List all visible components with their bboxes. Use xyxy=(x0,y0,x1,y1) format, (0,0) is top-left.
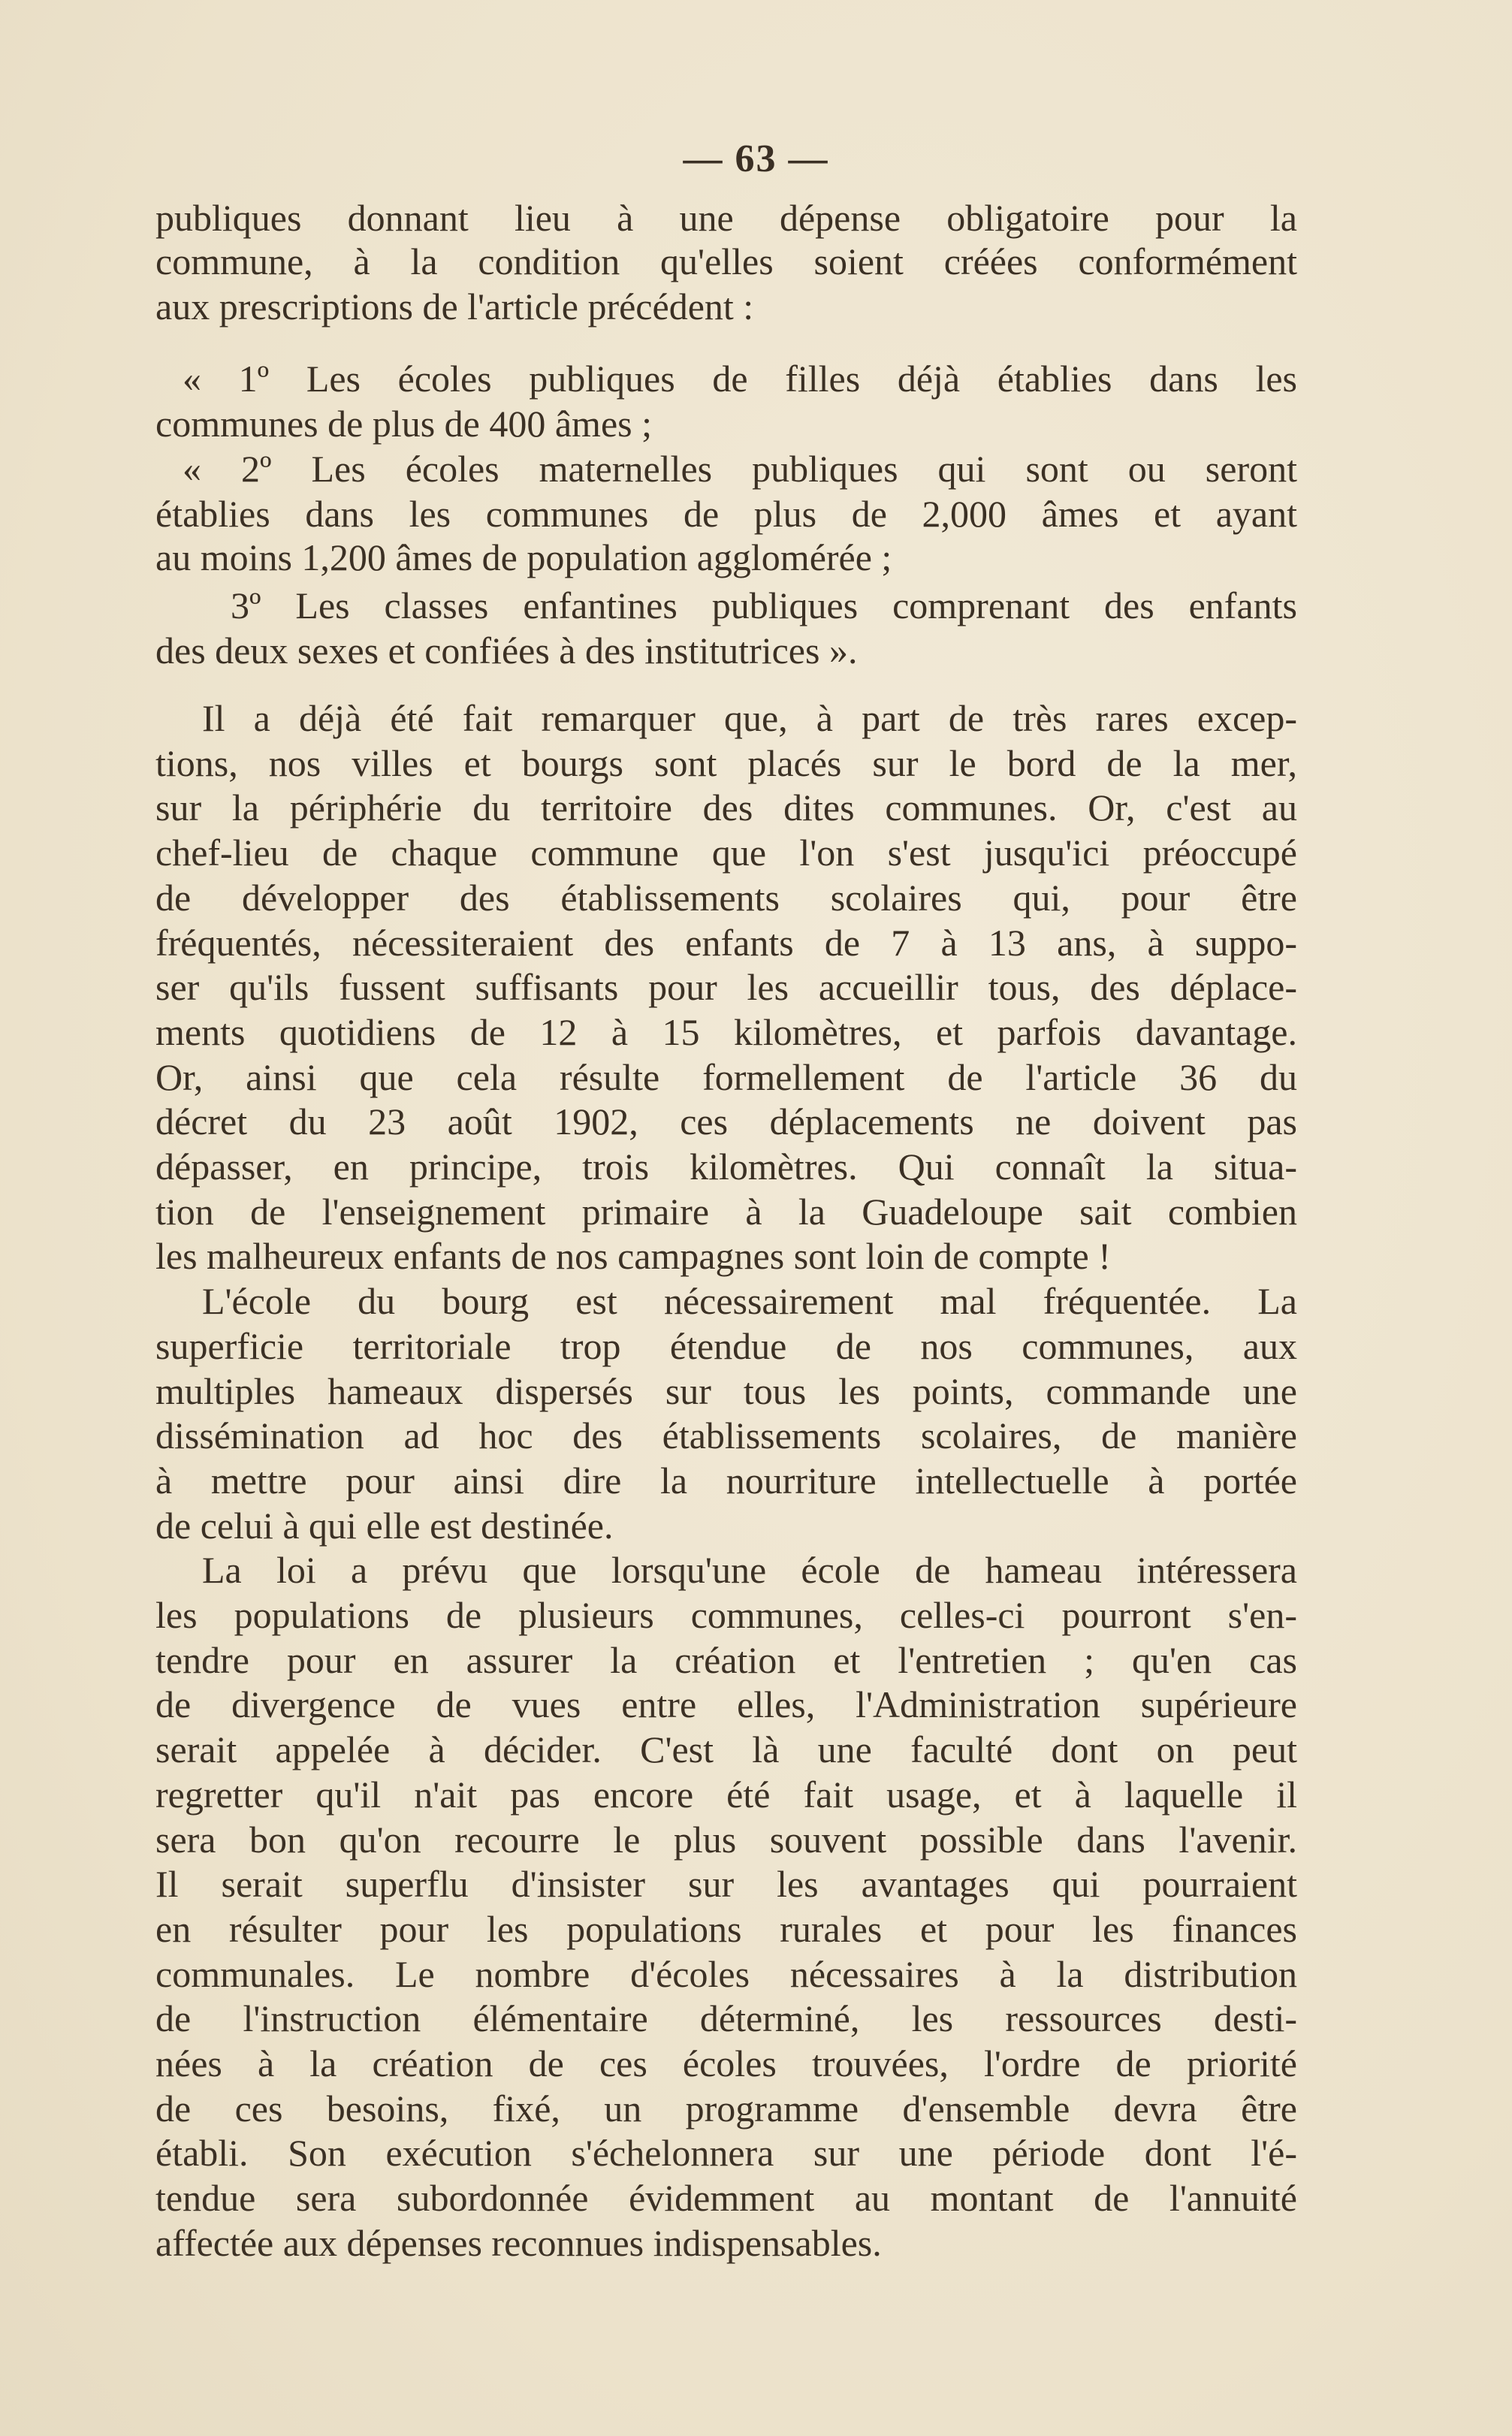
text-line: de développer des établissements scolaires qui, pour être xyxy=(155,876,1297,919)
text-line: au moins 1,200 âmes de population agglomérée ; xyxy=(155,536,892,578)
text-line: dissémination ad hoc des établissements scolaires, de manière xyxy=(155,1414,1297,1457)
text-line: regretter qu'il n'ait pas encore été fait usage, et à laquelle il xyxy=(155,1773,1297,1816)
text-line: Or, ainsi que cela résulte formellement de l'article 36 du xyxy=(155,1055,1297,1098)
text-line: décret du 23 août 1902, ces déplacements ne doivent pas xyxy=(155,1100,1297,1143)
text-line: « 2º Les écoles maternelles publiques qui sont ou seront xyxy=(183,448,1297,490)
text-line: aux prescriptions de l'article précédent : xyxy=(155,285,754,328)
text-line: commune, à la condition qu'elles soient créées conformément xyxy=(155,240,1297,282)
text-line: tion de l'enseignement primaire à la Guadeloupe sait combien xyxy=(155,1190,1297,1233)
text-line: La loi a prévu que lorsqu'une école de hameau intéressera xyxy=(202,1549,1297,1592)
text-line: 3º Les classes enfantines publiques comprenant des enfants xyxy=(231,584,1297,626)
text-line: établies dans les communes de plus de 2,000 âmes et ayant xyxy=(155,493,1297,535)
text-line: tendre pour en assurer la création et l'entretien ; qu'en cas xyxy=(155,1638,1297,1681)
text-line: ser qu'ils fussent suffisants pour les accueillir tous, des déplace- xyxy=(155,966,1297,1009)
text-line: dépasser, en principe, trois kilomètres. Qui connaît la situa- xyxy=(155,1146,1297,1188)
text-line: ments quotidiens de 12 à 15 kilomètres, et parfois davantage. xyxy=(155,1010,1297,1053)
text-line: nées à la création de ces écoles trouvées, l'ordre de priorité xyxy=(155,2042,1297,2084)
text-line: les malheureux enfants de nos campagnes sont loin de compte ! xyxy=(155,1235,1111,1278)
text-line: les populations de plusieurs communes, celles-ci pourront s'en- xyxy=(155,1594,1297,1636)
text-line: établi. Son exécution s'échelonnera sur une période dont l'é- xyxy=(155,2132,1297,2175)
text-line: de ces besoins, fixé, un programme d'ensemble devra être xyxy=(155,2087,1297,2130)
text-line: Il serait superflu d'insister sur les avantages qui pourraient xyxy=(155,1863,1297,1906)
text-line: tendue sera subordonnée évidemment au montant de l'annuité xyxy=(155,2177,1297,2220)
text-line: de l'instruction élémentaire déterminé, les ressources desti- xyxy=(155,1997,1297,2040)
text-line: « 1º Les écoles publiques de filles déjà établies dans les xyxy=(183,358,1297,400)
text-line: superficie territoriale trop étendue de nos communes, aux xyxy=(155,1324,1297,1367)
text-line: Il a déjà été fait remarquer que, à part de très rares excep- xyxy=(202,697,1297,739)
text-line: multiples hameaux dispersés sur tous les points, commande une xyxy=(155,1369,1297,1412)
page-number: — 63 — xyxy=(683,137,829,180)
text-line: sur la périphérie du territoire des dites communes. Or, c'est au xyxy=(155,786,1297,829)
text-line: L'école du bourg est nécessairement mal fréquentée. La xyxy=(202,1280,1297,1323)
text-line: serait appelée à décider. C'est là une faculté dont on peut xyxy=(155,1728,1297,1771)
text-line: communes de plus de 400 âmes ; xyxy=(155,403,652,445)
text-line: de divergence de vues entre elles, l'Administration supérieure xyxy=(155,1683,1297,1726)
text-line: de celui à qui elle est destinée. xyxy=(155,1504,614,1547)
text-line: à mettre pour ainsi dire la nourriture intellectuelle à portée xyxy=(155,1459,1297,1502)
text-line: affectée aux dépenses reconnues indispensables. xyxy=(155,2221,882,2264)
text-line: communales. Le nombre d'écoles nécessaires à la distribution xyxy=(155,1952,1297,1995)
text-line: tions, nos villes et bourgs sont placés sur le bord de la mer, xyxy=(155,741,1297,784)
text-line: chef-lieu de chaque commune que l'on s'est jusqu'ici préoccupé xyxy=(155,832,1297,874)
text-line: sera bon qu'on recourre le plus souvent possible dans l'avenir. xyxy=(155,1818,1297,1861)
text-line: en résulter pour les populations rurales et pour les finances xyxy=(155,1907,1297,1950)
text-line: des deux sexes et confiées à des institutrices ». xyxy=(155,629,858,672)
text-line: publiques donnant lieu à une dépense obligatoire pour la xyxy=(155,197,1297,239)
text-line: fréquentés, nécessiteraient des enfants de 7 à 13 ans, à suppo- xyxy=(155,921,1297,964)
